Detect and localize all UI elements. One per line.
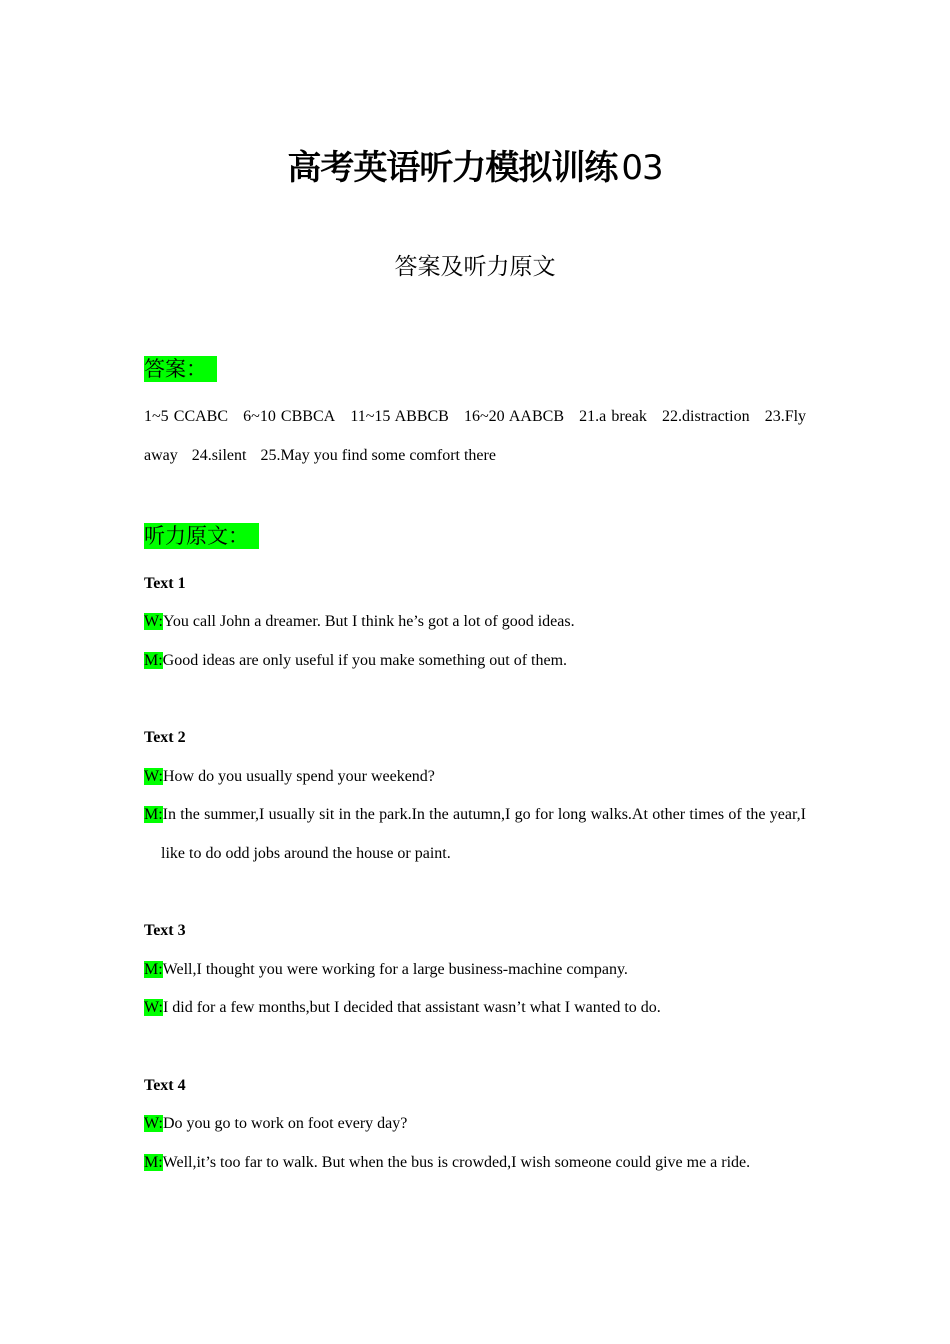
text-4-title: Text 4: [144, 1077, 186, 1094]
answer-item: 25.May you find some comfort there: [260, 447, 496, 464]
line-text: I did for a few months,but I decided that assistant wasn’t what I wanted to do.: [162, 999, 661, 1016]
line-text: In the summer,I usually sit in the park.In the autumn,I go for long walks.At other times of the year,I like to do odd jobs around the house or paint.: [161, 806, 806, 862]
answer-item: 11~15 ABBCB: [350, 408, 449, 425]
dialogue-line: [144, 1143, 806, 1182]
speaker-label: M:: [144, 1154, 163, 1171]
dialogue-line: [144, 1104, 806, 1143]
line-text: Well,it’s too far to walk. But when the bus is crowded,I wish someone could give me a ride.: [162, 1154, 751, 1171]
answer-item: 23.Fly away: [144, 408, 807, 464]
page-subtitle: 答案及听力原文: [394, 254, 556, 280]
line-text: How do you usually spend your weekend?: [162, 768, 435, 785]
text-1-title: Text 1: [144, 575, 186, 592]
page-title: [0, 140, 950, 189]
text-3-title: Text 3: [144, 922, 186, 939]
line-text: Well,I thought you were working for a large business-machine company.: [162, 961, 628, 978]
line-text: Do you go to work on foot every day?: [162, 1115, 408, 1132]
dialogue-line: [144, 641, 806, 680]
dialogue-line: [144, 988, 806, 1027]
answer-item: 21.a break: [579, 408, 647, 425]
speaker-label: M:: [144, 806, 163, 823]
dialogue-line: [144, 602, 806, 641]
answer-item: 6~10 CBBCA: [243, 408, 336, 425]
line-text: Good ideas are only useful if you make something out of them.: [162, 652, 568, 669]
speaker-label: W:: [144, 613, 163, 630]
speaker-label: W:: [144, 768, 163, 785]
dialogue-line: [144, 950, 806, 989]
answers-heading: 答案：: [144, 356, 217, 382]
transcript-heading: 听力原文：: [144, 523, 259, 549]
line-text: You call John a dreamer. But I think he’s got a lot of good ideas.: [162, 613, 575, 630]
dialogue-line: [144, 757, 806, 796]
text-2-title: Text 2: [144, 729, 186, 746]
answer-item: 24.silent: [191, 447, 247, 464]
speaker-label: M:: [144, 652, 163, 669]
answers-list: [144, 397, 806, 475]
dialogue-line: [144, 795, 806, 873]
speaker-label: W:: [144, 1115, 163, 1132]
speaker-label: W:: [144, 999, 163, 1016]
title-main: 高考英语听力模拟训练: [287, 148, 618, 188]
speaker-label: M:: [144, 961, 163, 978]
answer-item: 1~5 CCABC: [144, 408, 229, 425]
answer-item: 16~20 AABCB: [463, 408, 565, 425]
title-number: 03: [621, 148, 663, 188]
answer-item: 22.distraction: [662, 408, 750, 425]
